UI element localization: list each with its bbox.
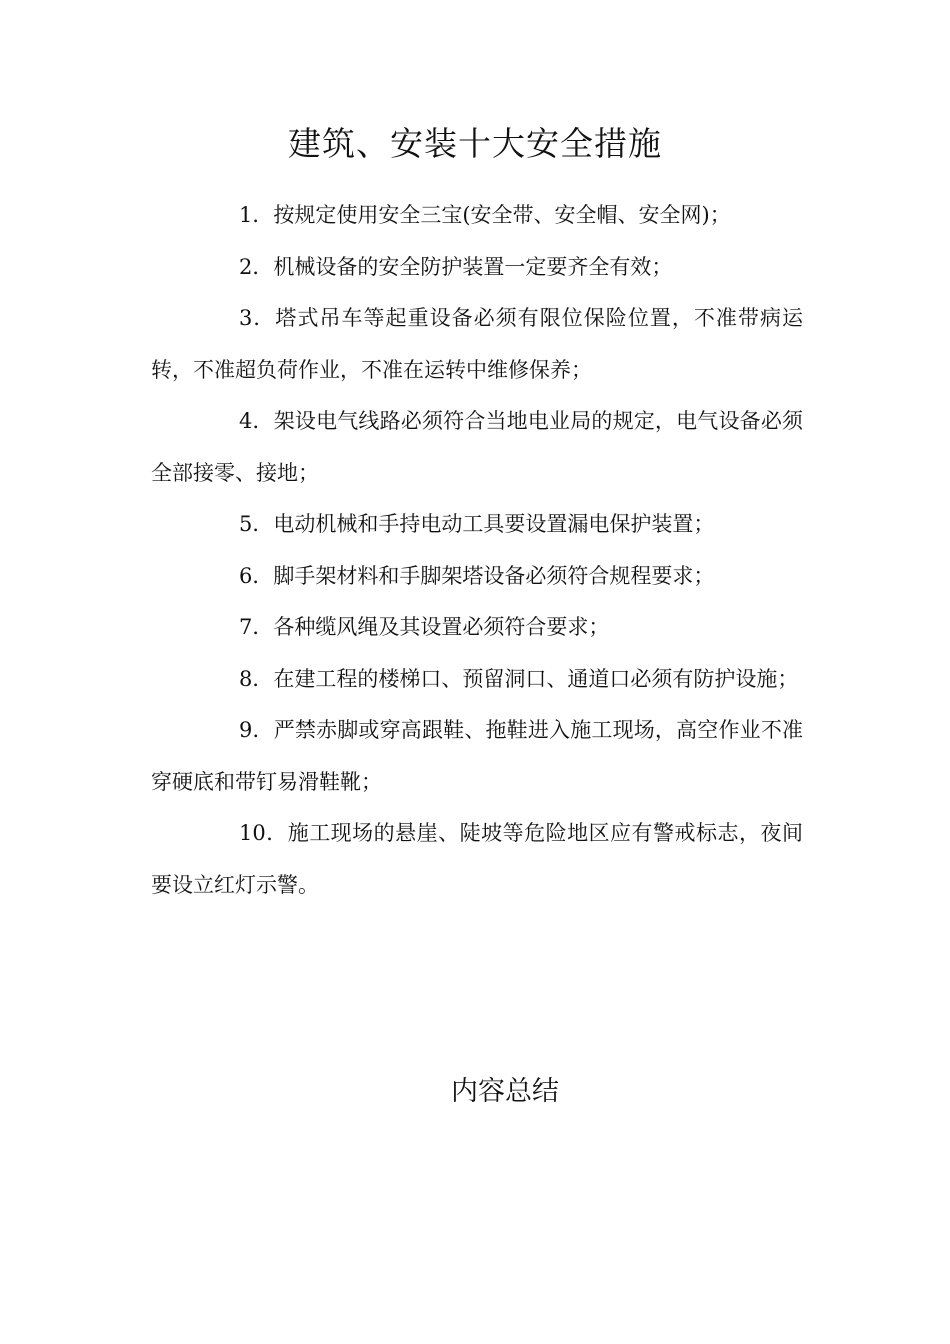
list-item: 3．塔式吊车等起重设备必须有限位保险位置，不准带病运转，不准超负荷作业，不准在运转中维修保养；: [151, 306, 803, 382]
list-item: 8．在建工程的楼梯口、预留洞口、通道口必须有防护设施；: [239, 666, 799, 691]
list-item: 9．严禁赤脚或穿高跟鞋、拖鞋进入施工现场，高空作业不准穿硬底和带钉易滑鞋靴；: [151, 718, 803, 794]
list-item: 2．机械设备的安全防护装置一定要齐全有效；: [239, 254, 673, 279]
list-item: 4．架设电气线路必须符合当地电业局的规定，电气设备必须全部接零、接地；: [151, 409, 803, 485]
list-item: 1．按规定使用安全三宝(安全带、安全帽、安全网)；: [239, 203, 731, 227]
list-item: 6．脚手架材料和手脚架塔设备必须符合规程要求；: [239, 563, 715, 588]
list-item: 5．电动机械和手持电动工具要设置漏电保护装置；: [239, 512, 715, 536]
document-title: 建筑、安装十大安全措施: [288, 124, 662, 163]
safety-measures-list: [151, 190, 803, 911]
summary-heading: 内容总结: [451, 1076, 559, 1107]
list-item: 7．各种缆风绳及其设置必须符合要求；: [239, 615, 610, 639]
list-item: 10．施工现场的悬崖、陡坡等危险地区应有警戒标志，夜间要设立红灯示警。: [151, 821, 803, 897]
